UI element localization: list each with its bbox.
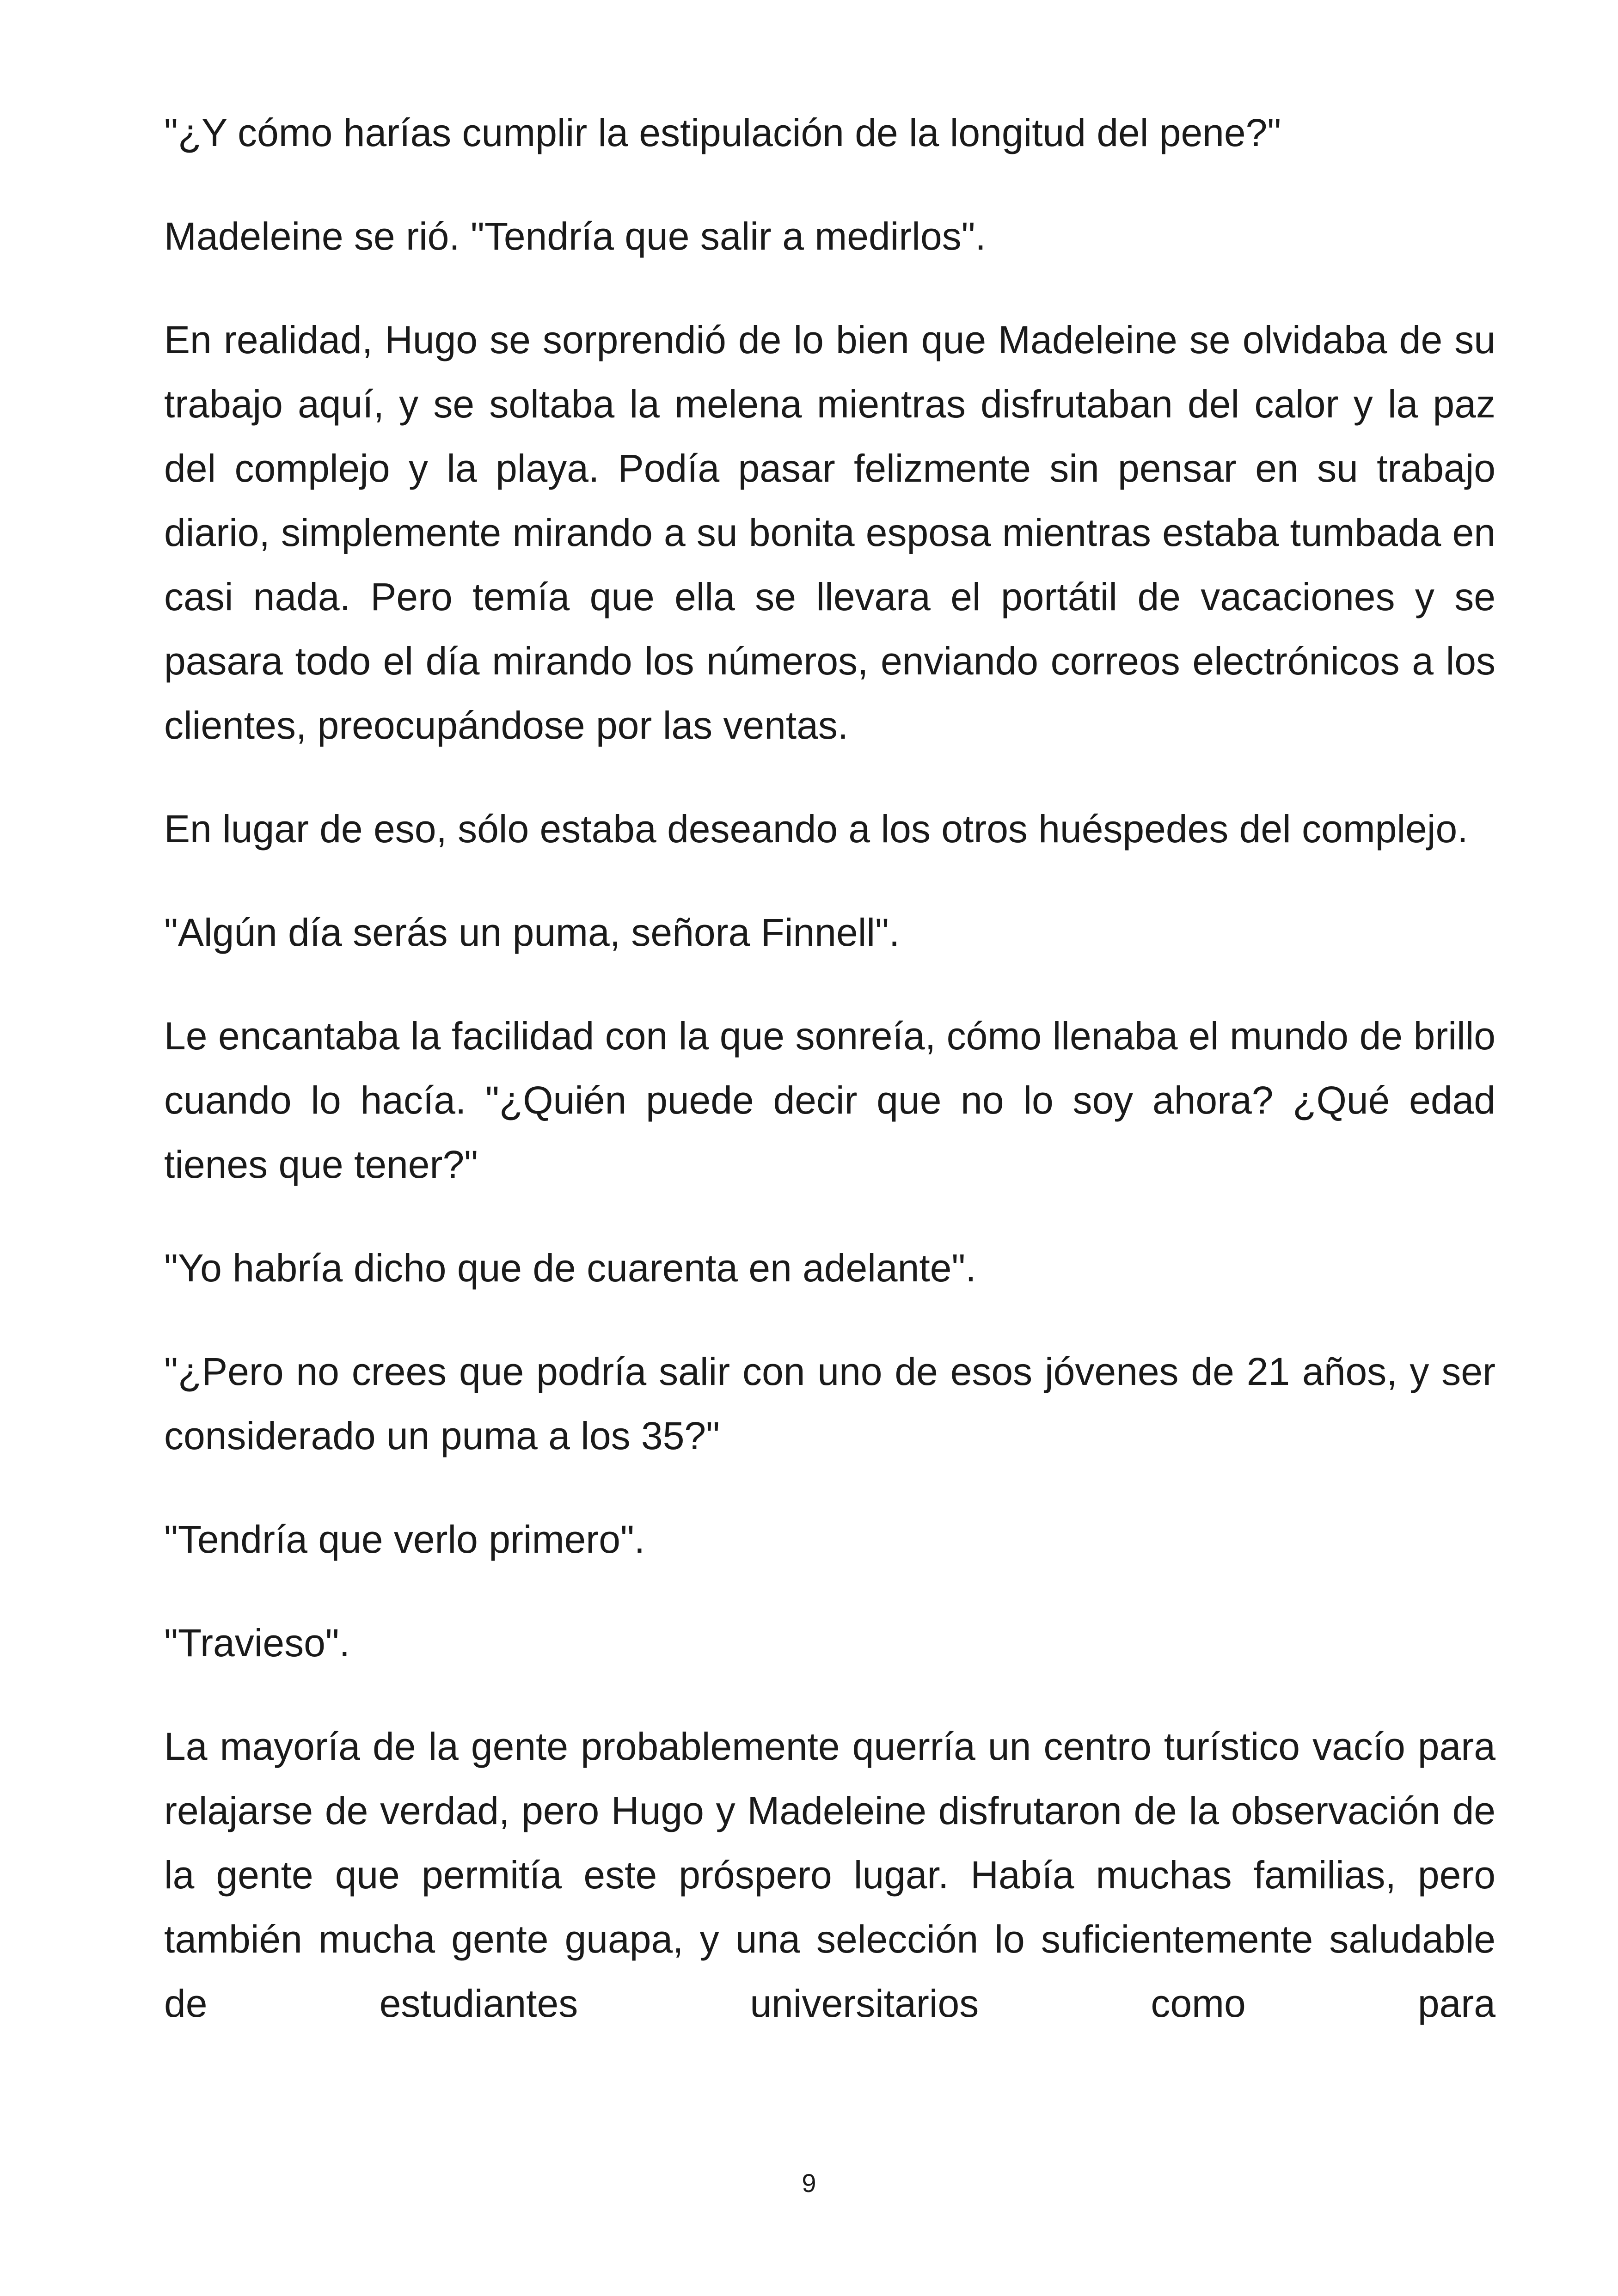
paragraph: Le encantaba la facilidad con la que sonreía, cómo llenaba el mundo de brillo cuando lo hacía. "¿Quién puede decir que no lo soy ahora? ¿Qué edad tienes que tener?" [164,1014,1495,1186]
paragraph: La mayoría de la gente probablemente querría un centro turístico vacío para relajarse de verdad, pero Hugo y Madeleine disfrutaron de la observación de la gente que permitía este próspero lugar. Había muchas familias, pero también mucha gente guapa, y una selección lo suficientemente saludable de estudiantes universitarios como para [164,1725,1495,2025]
paragraph: "Algún día serás un puma, señora Finnell". [164,911,900,954]
paragraph: Madeleine se rió. "Tendría que salir a medirlos". [164,214,986,258]
page-number: 9 [802,2168,816,2198]
paragraph: En lugar de eso, sólo estaba deseando a los otros huéspedes del complejo. [164,807,1468,851]
paragraph: "¿Pero no crees que podría salir con uno de esos jóvenes de 21 años, y ser considerado un puma a los 35?" [164,1350,1495,1457]
paragraph: "Tendría que verlo primero". [164,1518,645,1561]
paragraph: "¿Y cómo harías cumplir la estipulación de la longitud del pene?" [164,111,1281,154]
body-text [164,101,1495,2036]
paragraph: En realidad, Hugo se sorprendió de lo bien que Madeleine se olvidaba de su trabajo aquí, y se soltaba la melena mientras disfrutaban del calor y la paz del complejo y la playa. Podía pasar felizmente sin pensar en su trabajo diario, simplemente mirando a su bonita esposa mientras estaba tumbada en casi nada. Pero temía que ella se llevara el portátil de vacaciones y se pasara todo el día mirando los números, enviando correos electrónicos a los clientes, preocupándose por las ventas. [164,318,1495,747]
paragraph: "Travieso". [164,1621,350,1665]
paragraph: "Yo habría dicho que de cuarenta en adelante". [164,1246,976,1290]
